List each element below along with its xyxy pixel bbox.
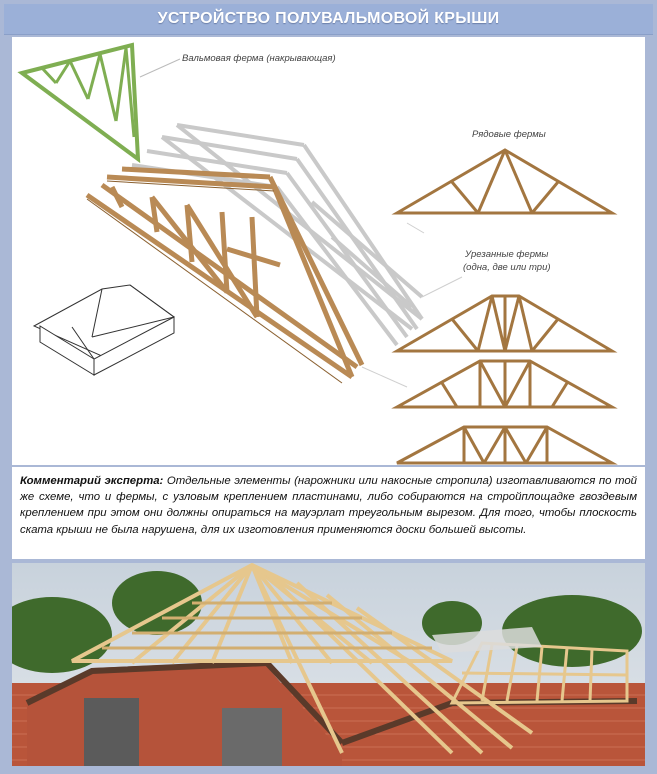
title-bar [4, 4, 653, 35]
roof-diagram [12, 37, 645, 465]
expert-comment-text: Отдельные элементы (нарожники или накосные стропила) изготавливаются по той же схеме, что и фермы, с узловым креплением пластинами, либо собираются на стройплощадке гвоздевым креплением при этом они должны опираться на мауэрлат треугольным вырезом. Для того, чтобы плоскость ската крыши не была нарушена, для их изготовления применяются доски большей высоты. [20, 475, 637, 536]
row-truss-illustration [397, 150, 612, 213]
expert-comment [12, 467, 645, 559]
cut-trusses-label: Урезанные фермы [465, 249, 549, 260]
cut-truss-2 [397, 361, 612, 407]
hip-truss-leader [140, 59, 180, 77]
hip-truss-illustration [22, 45, 138, 159]
page-title: УСТРОЙСТВО ПОЛУВАЛЬМОВОЙ КРЫШИ [157, 10, 500, 27]
cut-truss-3 [397, 427, 612, 463]
house-sketch [34, 285, 174, 375]
cut-truss-1 [397, 296, 612, 351]
row-trusses-label: Рядовые фермы [472, 129, 546, 140]
expert-comment-lead: Комментарий эксперта: [20, 475, 164, 487]
cut-trusses-sublabel: (одна, две или три) [463, 262, 551, 273]
roof-construction-photo [12, 563, 645, 766]
hip-truss-label: Вальмовая ферма (накрывающая) [182, 53, 336, 64]
